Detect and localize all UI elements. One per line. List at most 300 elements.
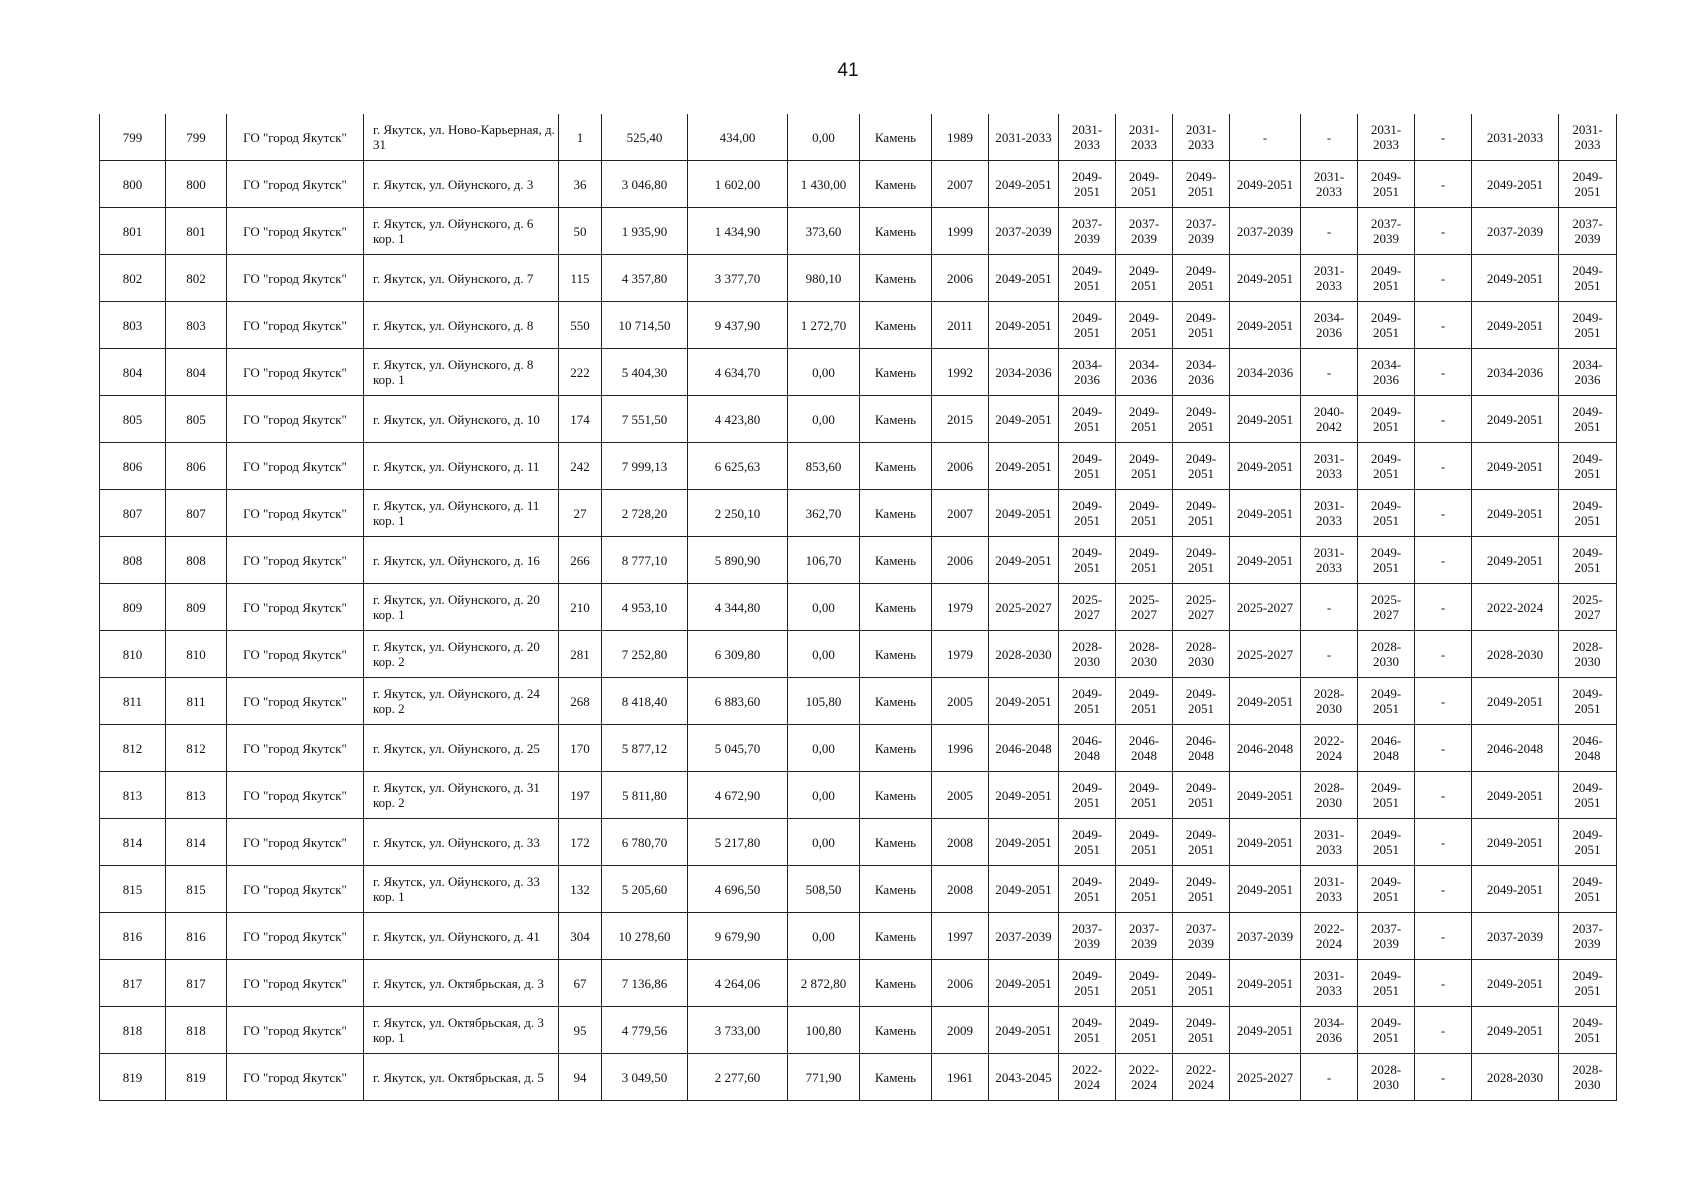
nonresidential-area-cell: 0,00	[788, 725, 860, 772]
commissioning-year-cell: 2005	[932, 772, 989, 819]
work-period-cell-3: 2025-2027	[1116, 584, 1173, 631]
work-period-cell-4: 2049-2051	[1173, 1007, 1230, 1054]
residential-area-cell: 434,00	[688, 114, 788, 161]
work-period-cell-5: 2049-2051	[1230, 866, 1301, 913]
commissioning-year-cell: 1992	[932, 349, 989, 396]
municipality-cell: ГО "город Якутск"	[227, 1007, 364, 1054]
table-row	[100, 537, 1617, 584]
wall-material-cell: Камень	[860, 725, 932, 772]
work-period-cell-4: 2049-2051	[1173, 866, 1230, 913]
residents-count-cell: 67	[559, 960, 602, 1007]
nonresidential-area-cell: 2 872,80	[788, 960, 860, 1007]
residential-area-cell: 5 045,70	[688, 725, 788, 772]
work-period-cell-8: -	[1415, 866, 1472, 913]
work-period-cell-9: 2046-2048	[1472, 725, 1559, 772]
work-period-cell-4: 2049-2051	[1173, 772, 1230, 819]
work-period-cell-6: -	[1301, 631, 1358, 678]
total-area-cell: 5 205,60	[602, 866, 688, 913]
table-row	[100, 161, 1617, 208]
commissioning-year-cell: 2008	[932, 866, 989, 913]
municipality-cell: ГО "город Якутск"	[227, 161, 364, 208]
total-area-cell: 2 728,20	[602, 490, 688, 537]
total-area-cell: 3 049,50	[602, 1054, 688, 1101]
work-period-cell-6: 2022-2024	[1301, 725, 1358, 772]
work-period-cell-9: 2031-2033	[1472, 114, 1559, 161]
residents-count-cell: 304	[559, 913, 602, 960]
work-period-cell-7: 2028-2030	[1358, 1054, 1415, 1101]
work-period-cell-9: 2034-2036	[1472, 349, 1559, 396]
housing-registry-table	[99, 114, 1617, 1101]
work-period-cell-2: 2049-2051	[1059, 819, 1116, 866]
row-number-cell: 819	[100, 1054, 166, 1101]
work-period-cell-7: 2025-2027	[1358, 584, 1415, 631]
work-period-cell-6: 2022-2024	[1301, 913, 1358, 960]
work-period-cell-7: 2049-2051	[1358, 819, 1415, 866]
page-number: 41	[837, 60, 859, 81]
work-period-cell-7: 2049-2051	[1358, 772, 1415, 819]
work-period-cell-10: 2037-2039	[1559, 913, 1617, 960]
work-period-cell-8: -	[1415, 396, 1472, 443]
work-period-cell-9: 2049-2051	[1472, 443, 1559, 490]
work-period-cell-6: 2040-2042	[1301, 396, 1358, 443]
residents-count-cell: 266	[559, 537, 602, 584]
residents-count-cell: 222	[559, 349, 602, 396]
work-period-cell-1: 2049-2051	[989, 396, 1059, 443]
work-period-cell-10: 2049-2051	[1559, 678, 1617, 725]
work-period-cell-2: 2037-2039	[1059, 208, 1116, 255]
work-period-cell-6: -	[1301, 1054, 1358, 1101]
nonresidential-area-cell: 980,10	[788, 255, 860, 302]
wall-material-cell: Камень	[860, 678, 932, 725]
work-period-cell-3: 2049-2051	[1116, 161, 1173, 208]
work-period-cell-1: 2049-2051	[989, 161, 1059, 208]
residents-count-cell: 210	[559, 584, 602, 631]
total-area-cell: 7 136,86	[602, 960, 688, 1007]
table-row	[100, 913, 1617, 960]
work-period-cell-4: 2049-2051	[1173, 819, 1230, 866]
residents-count-cell: 174	[559, 396, 602, 443]
work-period-cell-7: 2049-2051	[1358, 302, 1415, 349]
row-number-cell: 813	[100, 772, 166, 819]
row-number-cell: 815	[100, 866, 166, 913]
work-period-cell-7: 2049-2051	[1358, 396, 1415, 443]
work-period-cell-10: 2028-2030	[1559, 631, 1617, 678]
municipality-cell: ГО "город Якутск"	[227, 866, 364, 913]
work-period-cell-4: 2049-2051	[1173, 396, 1230, 443]
work-period-cell-1: 2049-2051	[989, 819, 1059, 866]
work-period-cell-10: 2049-2051	[1559, 443, 1617, 490]
work-period-cell-5: 2025-2027	[1230, 1054, 1301, 1101]
row-number-cell: 799	[100, 114, 166, 161]
wall-material-cell: Камень	[860, 913, 932, 960]
work-period-cell-1: 2025-2027	[989, 584, 1059, 631]
residential-area-cell: 4 672,90	[688, 772, 788, 819]
work-period-cell-9: 2049-2051	[1472, 960, 1559, 1007]
work-period-cell-10: 2049-2051	[1559, 255, 1617, 302]
nonresidential-area-cell: 0,00	[788, 631, 860, 678]
wall-material-cell: Камень	[860, 490, 932, 537]
work-period-cell-5: 2049-2051	[1230, 819, 1301, 866]
row-number-cell: 800	[100, 161, 166, 208]
work-period-cell-6: -	[1301, 584, 1358, 631]
total-area-cell: 4 779,56	[602, 1007, 688, 1054]
work-period-cell-2: 2025-2027	[1059, 584, 1116, 631]
residential-area-cell: 9 437,90	[688, 302, 788, 349]
commissioning-year-cell: 2008	[932, 819, 989, 866]
residents-count-cell: 268	[559, 678, 602, 725]
total-area-cell: 5 811,80	[602, 772, 688, 819]
work-period-cell-3: 2049-2051	[1116, 1007, 1173, 1054]
nonresidential-area-cell: 0,00	[788, 114, 860, 161]
nonresidential-area-cell: 0,00	[788, 396, 860, 443]
total-area-cell: 8 777,10	[602, 537, 688, 584]
table-row	[100, 819, 1617, 866]
work-period-cell-5: 2025-2027	[1230, 584, 1301, 631]
work-period-cell-1: 2049-2051	[989, 772, 1059, 819]
municipality-cell: ГО "город Якутск"	[227, 678, 364, 725]
registry-number-cell: 806	[166, 443, 227, 490]
work-period-cell-5: 2037-2039	[1230, 208, 1301, 255]
table-row	[100, 443, 1617, 490]
work-period-cell-8: -	[1415, 678, 1472, 725]
municipality-cell: ГО "город Якутск"	[227, 631, 364, 678]
work-period-cell-7: 2049-2051	[1358, 678, 1415, 725]
commissioning-year-cell: 2006	[932, 537, 989, 584]
work-period-cell-3: 2049-2051	[1116, 772, 1173, 819]
work-period-cell-4: 2037-2039	[1173, 208, 1230, 255]
work-period-cell-6: 2031-2033	[1301, 866, 1358, 913]
work-period-cell-4: 2049-2051	[1173, 490, 1230, 537]
work-period-cell-1: 2049-2051	[989, 866, 1059, 913]
residents-count-cell: 94	[559, 1054, 602, 1101]
work-period-cell-2: 2049-2051	[1059, 866, 1116, 913]
table-row	[100, 631, 1617, 678]
residential-area-cell: 4 264,06	[688, 960, 788, 1007]
work-period-cell-2: 2049-2051	[1059, 1007, 1116, 1054]
work-period-cell-2: 2049-2051	[1059, 678, 1116, 725]
address-cell: г. Якутск, ул. Октябрьская, д. 5	[364, 1054, 559, 1101]
work-period-cell-2: 2049-2051	[1059, 443, 1116, 490]
table-row	[100, 725, 1617, 772]
registry-number-cell: 800	[166, 161, 227, 208]
total-area-cell: 4 953,10	[602, 584, 688, 631]
residential-area-cell: 5 890,90	[688, 537, 788, 584]
nonresidential-area-cell: 0,00	[788, 584, 860, 631]
residential-area-cell: 6 883,60	[688, 678, 788, 725]
residential-area-cell: 5 217,80	[688, 819, 788, 866]
address-cell: г. Якутск, ул. Ойунского, д. 6 кор. 1	[364, 208, 559, 255]
work-period-cell-5: 2049-2051	[1230, 960, 1301, 1007]
work-period-cell-5: 2049-2051	[1230, 772, 1301, 819]
work-period-cell-8: -	[1415, 302, 1472, 349]
work-period-cell-6: -	[1301, 114, 1358, 161]
commissioning-year-cell: 1979	[932, 631, 989, 678]
address-cell: г. Якутск, ул. Ойунского, д. 3	[364, 161, 559, 208]
work-period-cell-3: 2049-2051	[1116, 678, 1173, 725]
residential-area-cell: 1 434,90	[688, 208, 788, 255]
work-period-cell-3: 2049-2051	[1116, 396, 1173, 443]
municipality-cell: ГО "город Якутск"	[227, 443, 364, 490]
work-period-cell-8: -	[1415, 631, 1472, 678]
address-cell: г. Якутск, ул. Ойунского, д. 31 кор. 2	[364, 772, 559, 819]
work-period-cell-5: 2046-2048	[1230, 725, 1301, 772]
work-period-cell-8: -	[1415, 114, 1472, 161]
municipality-cell: ГО "город Якутск"	[227, 302, 364, 349]
registry-number-cell: 814	[166, 819, 227, 866]
work-period-cell-7: 2049-2051	[1358, 1007, 1415, 1054]
work-period-cell-4: 2049-2051	[1173, 302, 1230, 349]
row-number-cell: 809	[100, 584, 166, 631]
work-period-cell-3: 2037-2039	[1116, 208, 1173, 255]
work-period-cell-10: 2049-2051	[1559, 396, 1617, 443]
row-number-cell: 818	[100, 1007, 166, 1054]
work-period-cell-5: 2049-2051	[1230, 1007, 1301, 1054]
total-area-cell: 5 404,30	[602, 349, 688, 396]
work-period-cell-6: 2031-2033	[1301, 537, 1358, 584]
municipality-cell: ГО "город Якутск"	[227, 349, 364, 396]
work-period-cell-10: 2028-2030	[1559, 1054, 1617, 1101]
work-period-cell-7: 2037-2039	[1358, 913, 1415, 960]
wall-material-cell: Камень	[860, 161, 932, 208]
nonresidential-area-cell: 1 430,00	[788, 161, 860, 208]
work-period-cell-6: 2034-2036	[1301, 1007, 1358, 1054]
work-period-cell-6: 2031-2033	[1301, 490, 1358, 537]
residents-count-cell: 197	[559, 772, 602, 819]
municipality-cell: ГО "город Якутск"	[227, 1054, 364, 1101]
work-period-cell-4: 2049-2051	[1173, 537, 1230, 584]
wall-material-cell: Камень	[860, 772, 932, 819]
residents-count-cell: 242	[559, 443, 602, 490]
municipality-cell: ГО "город Якутск"	[227, 960, 364, 1007]
work-period-cell-9: 2049-2051	[1472, 161, 1559, 208]
address-cell: г. Якутск, ул. Ново-Карьерная, д. 31	[364, 114, 559, 161]
wall-material-cell: Камень	[860, 396, 932, 443]
row-number-cell: 812	[100, 725, 166, 772]
work-period-cell-2: 2031-2033	[1059, 114, 1116, 161]
work-period-cell-3: 2046-2048	[1116, 725, 1173, 772]
work-period-cell-1: 2049-2051	[989, 537, 1059, 584]
work-period-cell-5: 2049-2051	[1230, 490, 1301, 537]
work-period-cell-4: 2034-2036	[1173, 349, 1230, 396]
work-period-cell-8: -	[1415, 255, 1472, 302]
nonresidential-area-cell: 373,60	[788, 208, 860, 255]
work-period-cell-10: 2031-2033	[1559, 114, 1617, 161]
work-period-cell-9: 2028-2030	[1472, 1054, 1559, 1101]
work-period-cell-4: 2049-2051	[1173, 443, 1230, 490]
commissioning-year-cell: 1989	[932, 114, 989, 161]
total-area-cell: 4 357,80	[602, 255, 688, 302]
work-period-cell-8: -	[1415, 725, 1472, 772]
nonresidential-area-cell: 0,00	[788, 819, 860, 866]
commissioning-year-cell: 1996	[932, 725, 989, 772]
residential-area-cell: 4 344,80	[688, 584, 788, 631]
table-row	[100, 114, 1617, 161]
work-period-cell-5: 2049-2051	[1230, 255, 1301, 302]
row-number-cell: 814	[100, 819, 166, 866]
work-period-cell-6: -	[1301, 208, 1358, 255]
work-period-cell-8: -	[1415, 913, 1472, 960]
table-row	[100, 208, 1617, 255]
registry-number-cell: 811	[166, 678, 227, 725]
residents-count-cell: 170	[559, 725, 602, 772]
address-cell: г. Якутск, ул. Ойунского, д. 33 кор. 1	[364, 866, 559, 913]
work-period-cell-6: 2031-2033	[1301, 161, 1358, 208]
row-number-cell: 806	[100, 443, 166, 490]
work-period-cell-7: 2034-2036	[1358, 349, 1415, 396]
work-period-cell-1: 2049-2051	[989, 255, 1059, 302]
nonresidential-area-cell: 1 272,70	[788, 302, 860, 349]
wall-material-cell: Камень	[860, 208, 932, 255]
wall-material-cell: Камень	[860, 349, 932, 396]
registry-number-cell: 808	[166, 537, 227, 584]
work-period-cell-2: 2049-2051	[1059, 302, 1116, 349]
address-cell: г. Якутск, ул. Ойунского, д. 24 кор. 2	[364, 678, 559, 725]
work-period-cell-4: 2022-2024	[1173, 1054, 1230, 1101]
wall-material-cell: Камень	[860, 443, 932, 490]
registry-number-cell: 819	[166, 1054, 227, 1101]
registry-number-cell: 803	[166, 302, 227, 349]
table-row	[100, 678, 1617, 725]
work-period-cell-2: 2046-2048	[1059, 725, 1116, 772]
work-period-cell-5: 2037-2039	[1230, 913, 1301, 960]
work-period-cell-10: 2049-2051	[1559, 772, 1617, 819]
total-area-cell: 10 714,50	[602, 302, 688, 349]
commissioning-year-cell: 1997	[932, 913, 989, 960]
registry-number-cell: 804	[166, 349, 227, 396]
municipality-cell: ГО "город Якутск"	[227, 772, 364, 819]
work-period-cell-8: -	[1415, 490, 1472, 537]
work-period-cell-10: 2025-2027	[1559, 584, 1617, 631]
work-period-cell-5: -	[1230, 114, 1301, 161]
nonresidential-area-cell: 508,50	[788, 866, 860, 913]
registry-number-cell: 812	[166, 725, 227, 772]
work-period-cell-7: 2031-2033	[1358, 114, 1415, 161]
residential-area-cell: 2 250,10	[688, 490, 788, 537]
municipality-cell: ГО "город Якутск"	[227, 255, 364, 302]
work-period-cell-7: 2049-2051	[1358, 866, 1415, 913]
work-period-cell-9: 2049-2051	[1472, 866, 1559, 913]
work-period-cell-4: 2049-2051	[1173, 161, 1230, 208]
registry-number-cell: 815	[166, 866, 227, 913]
work-period-cell-7: 2049-2051	[1358, 443, 1415, 490]
work-period-cell-4: 2049-2051	[1173, 678, 1230, 725]
work-period-cell-2: 2022-2024	[1059, 1054, 1116, 1101]
row-number-cell: 801	[100, 208, 166, 255]
row-number-cell: 803	[100, 302, 166, 349]
work-period-cell-4: 2046-2048	[1173, 725, 1230, 772]
work-period-cell-2: 2049-2051	[1059, 490, 1116, 537]
residents-count-cell: 550	[559, 302, 602, 349]
nonresidential-area-cell: 106,70	[788, 537, 860, 584]
work-period-cell-8: -	[1415, 1054, 1472, 1101]
municipality-cell: ГО "город Якутск"	[227, 396, 364, 443]
municipality-cell: ГО "город Якутск"	[227, 819, 364, 866]
work-period-cell-2: 2049-2051	[1059, 960, 1116, 1007]
work-period-cell-9: 2037-2039	[1472, 208, 1559, 255]
row-number-cell: 808	[100, 537, 166, 584]
residential-area-cell: 1 602,00	[688, 161, 788, 208]
work-period-cell-1: 2049-2051	[989, 1007, 1059, 1054]
work-period-cell-1: 2037-2039	[989, 913, 1059, 960]
work-period-cell-10: 2049-2051	[1559, 490, 1617, 537]
total-area-cell: 8 418,40	[602, 678, 688, 725]
nonresidential-area-cell: 105,80	[788, 678, 860, 725]
residents-count-cell: 132	[559, 866, 602, 913]
registry-number-cell: 810	[166, 631, 227, 678]
work-period-cell-9: 2049-2051	[1472, 1007, 1559, 1054]
work-period-cell-4: 2049-2051	[1173, 255, 1230, 302]
work-period-cell-7: 2049-2051	[1358, 255, 1415, 302]
work-period-cell-5: 2049-2051	[1230, 161, 1301, 208]
commissioning-year-cell: 1979	[932, 584, 989, 631]
work-period-cell-6: -	[1301, 349, 1358, 396]
municipality-cell: ГО "город Якутск"	[227, 913, 364, 960]
work-period-cell-1: 2046-2048	[989, 725, 1059, 772]
work-period-cell-9: 2049-2051	[1472, 396, 1559, 443]
work-period-cell-7: 2049-2051	[1358, 161, 1415, 208]
municipality-cell: ГО "город Якутск"	[227, 537, 364, 584]
work-period-cell-4: 2031-2033	[1173, 114, 1230, 161]
work-period-cell-1: 2049-2051	[989, 678, 1059, 725]
work-period-cell-10: 2046-2048	[1559, 725, 1617, 772]
residential-area-cell: 4 634,70	[688, 349, 788, 396]
row-number-cell: 805	[100, 396, 166, 443]
work-period-cell-1: 2049-2051	[989, 302, 1059, 349]
registry-number-cell: 805	[166, 396, 227, 443]
work-period-cell-9: 2037-2039	[1472, 913, 1559, 960]
work-period-cell-1: 2049-2051	[989, 443, 1059, 490]
table-row	[100, 302, 1617, 349]
work-period-cell-4: 2025-2027	[1173, 584, 1230, 631]
work-period-cell-7: 2049-2051	[1358, 490, 1415, 537]
work-period-cell-9: 2049-2051	[1472, 302, 1559, 349]
work-period-cell-1: 2031-2033	[989, 114, 1059, 161]
work-period-cell-2: 2049-2051	[1059, 255, 1116, 302]
work-period-cell-8: -	[1415, 537, 1472, 584]
table-row	[100, 396, 1617, 443]
work-period-cell-3: 2028-2030	[1116, 631, 1173, 678]
wall-material-cell: Камень	[860, 584, 932, 631]
residents-count-cell: 281	[559, 631, 602, 678]
work-period-cell-2: 2049-2051	[1059, 396, 1116, 443]
work-period-cell-5: 2049-2051	[1230, 443, 1301, 490]
work-period-cell-6: 2031-2033	[1301, 819, 1358, 866]
address-cell: г. Якутск, ул. Ойунского, д. 41	[364, 913, 559, 960]
commissioning-year-cell: 1999	[932, 208, 989, 255]
work-period-cell-4: 2028-2030	[1173, 631, 1230, 678]
work-period-cell-1: 2043-2045	[989, 1054, 1059, 1101]
work-period-cell-9: 2028-2030	[1472, 631, 1559, 678]
nonresidential-area-cell: 0,00	[788, 349, 860, 396]
work-period-cell-8: -	[1415, 960, 1472, 1007]
residents-count-cell: 1	[559, 114, 602, 161]
work-period-cell-3: 2034-2036	[1116, 349, 1173, 396]
work-period-cell-5: 2034-2036	[1230, 349, 1301, 396]
work-period-cell-5: 2049-2051	[1230, 537, 1301, 584]
work-period-cell-1: 2037-2039	[989, 208, 1059, 255]
work-period-cell-8: -	[1415, 819, 1472, 866]
address-cell: г. Якутск, ул. Ойунского, д. 10	[364, 396, 559, 443]
table-row	[100, 490, 1617, 537]
registry-number-cell: 818	[166, 1007, 227, 1054]
work-period-cell-9: 2049-2051	[1472, 819, 1559, 866]
row-number-cell: 802	[100, 255, 166, 302]
work-period-cell-1: 2028-2030	[989, 631, 1059, 678]
registry-number-cell: 807	[166, 490, 227, 537]
commissioning-year-cell: 1961	[932, 1054, 989, 1101]
work-period-cell-3: 2049-2051	[1116, 960, 1173, 1007]
work-period-cell-1: 2049-2051	[989, 960, 1059, 1007]
